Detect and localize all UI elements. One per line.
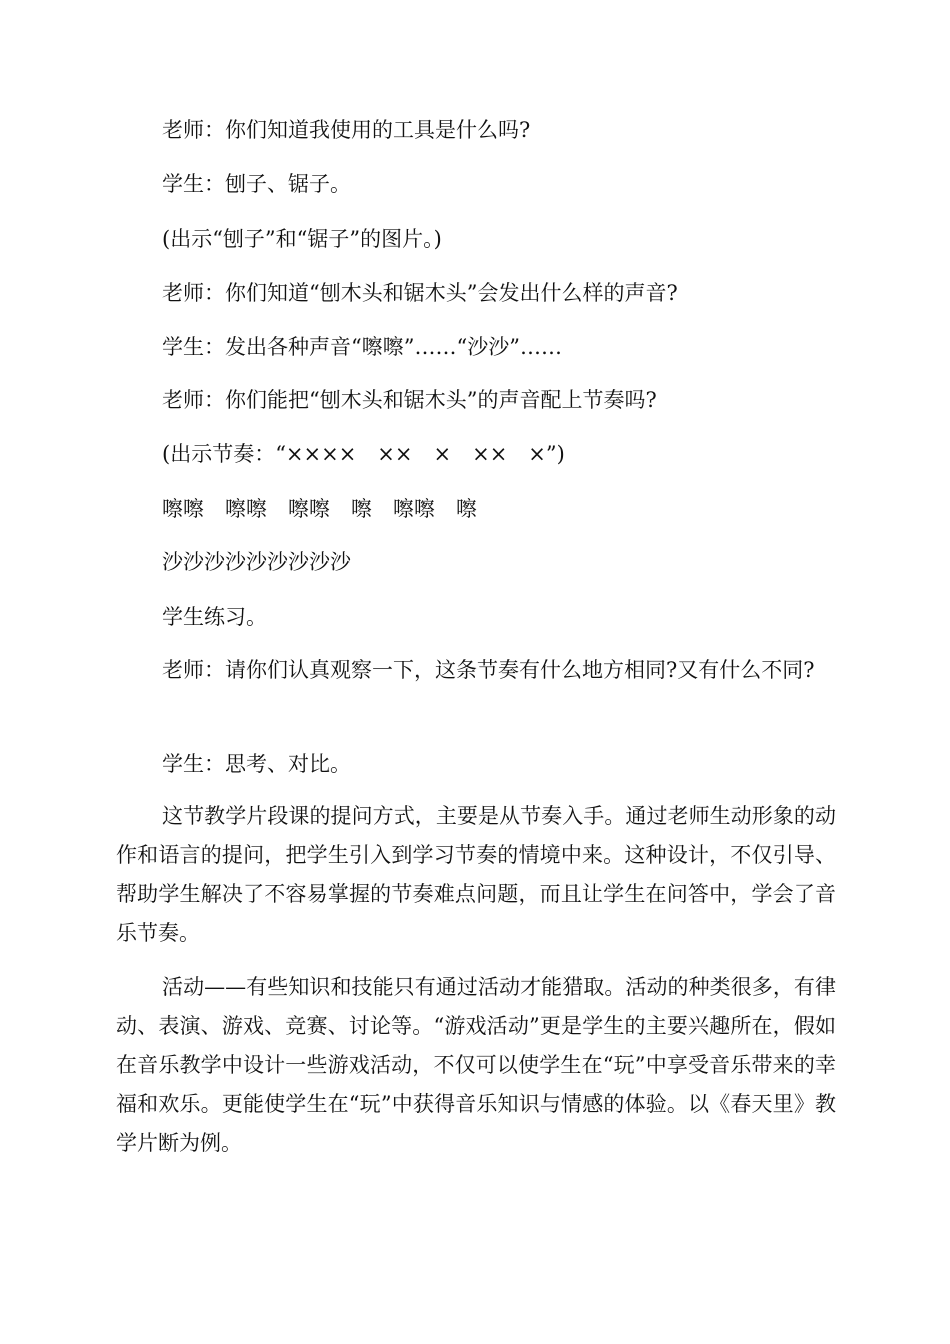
dialogue-line: 学生：发出各种声音“嚓嚓”……“沙沙”…… [162,335,562,359]
teacher-question: 老师：请你们认真观察一下，这条节奏有什么地方相同?又有什么不同? [162,658,815,682]
dialogue-line: 老师：你们知道“刨木头和锯木头”会发出什么样的声音? [162,281,678,305]
dialogue-line: 老师：你们能把“刨木头和锯木头”的声音配上节奏吗? [162,388,657,412]
rhythm-syllables-ca: 嚓嚓 嚓嚓 嚓嚓 嚓 嚓嚓 嚓 [162,497,477,521]
dialogue-line: 学生：刨子、锯子。 [162,172,351,196]
dialogue-line: 学生练习。 [162,605,267,629]
analysis-paragraph: 这节教学片段课的提问方式，主要是从节奏入手。通过老师生动形象的动作和语言的提问，把学生引入到学习节奏的情境中来。这种设计，不仅引导、帮助学生解决了不容易掌握的节奏难点问题，而且让学生在问答中，学会了音乐节奏。 [116,804,836,945]
rhythm-notation: (出示节奏：“×××× ×× × ×× ×”) [162,442,565,466]
student-answer: 学生：思考、对比。 [162,752,351,776]
dialogue-line: (出示“刨子”和“锯子”的图片。) [162,227,442,251]
activity-paragraph: 活动——有些知识和技能只有通过活动才能猎取。活动的种类很多，有律动、表演、游戏、竞赛、讨论等。“游戏活动”更是学生的主要兴趣所在，假如在音乐教学中设计一些游戏活动，不仅可以使学生在“玩”中享受音乐带来的幸福和欢乐。更能使学生在“玩”中获得音乐知识与情感的体验。以《春天里》教学片断为例。 [116,975,836,1155]
rhythm-syllables-sha: 沙沙沙沙沙沙沙沙沙 [162,550,351,574]
dialogue-line: 老师：你们知道我使用的工具是什么吗? [162,118,531,142]
